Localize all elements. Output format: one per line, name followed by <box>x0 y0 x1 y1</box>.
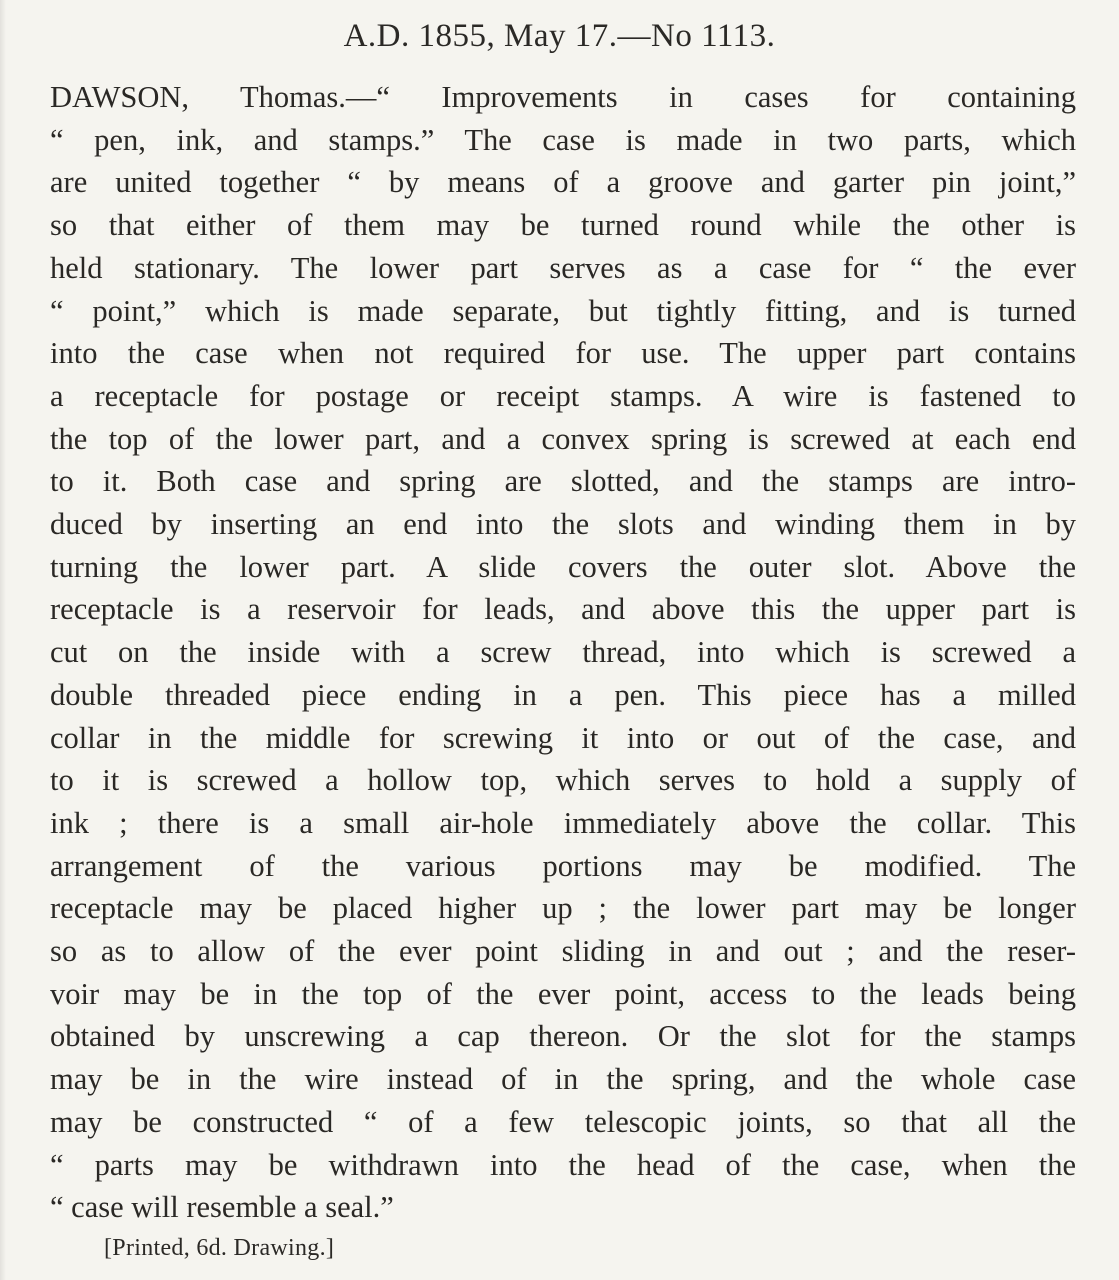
text-line: collar in the middle for screwing it into or out of the case, and <box>50 720 1076 755</box>
text-line: so that either of them may be turned round while the other is <box>50 208 1076 243</box>
text-line: “ point,” which is made separate, but tightly fitting, and is turned <box>50 293 1076 328</box>
text-line: duced by inserting an end into the slots and winding them in by <box>50 507 1076 542</box>
text-line: arrangement of the various portions may be modified. The <box>50 848 1076 883</box>
text-line: so as to allow of the ever point sliding in and out ; and the reser- <box>50 934 1076 969</box>
text-line: ink ; there is a small air-hole immediately above the collar. This <box>50 805 1076 840</box>
text-line: voir may be in the top of the ever point, access to the leads being <box>50 976 1076 1011</box>
text-line: turning the lower part. A slide covers the outer slot. Above the <box>50 549 1076 584</box>
text-line: may be in the wire instead of in the spring, and the whole case <box>50 1062 1076 1097</box>
text-line: to it. Both case and spring are slotted, and the stamps are intro- <box>50 464 1076 499</box>
document-heading: A.D. 1855, May 17.—No 1113. <box>343 18 776 54</box>
page-edge-shadow <box>0 0 6 1280</box>
text-line: receptacle may be placed higher up ; the lower part may be longer <box>50 891 1076 926</box>
text-line: cut on the inside with a screw thread, into which is screwed a <box>50 635 1076 670</box>
text-line: are united together “ by means of a groove and garter pin joint,” <box>50 165 1076 200</box>
text-line: to it is screwed a hollow top, which serves to hold a supply of <box>50 763 1076 798</box>
text-line: DAWSON, Thomas.—“ Improvements in cases for containing <box>50 80 1076 114</box>
text-line: may be constructed “ of a few telescopic joints, so that all the <box>50 1104 1076 1139</box>
text-line: obtained by unscrewing a cap thereon. Or the slot for the stamps <box>50 1019 1076 1054</box>
text-line: held stationary. The lower part serves as a case for “ the ever <box>50 250 1076 285</box>
text-line: receptacle is a reservoir for leads, and above this the upper part is <box>50 592 1076 627</box>
printing-note: [Printed, 6d. Drawing.] <box>104 1235 335 1261</box>
text-line: “ parts may be withdrawn into the head of the case, when the <box>50 1147 1076 1182</box>
patent-abstract-text <box>50 76 1076 1229</box>
text-line: “ case will resemble a seal.” <box>50 1190 394 1225</box>
text-line: double threaded piece ending in a pen. This piece has a milled <box>50 677 1076 712</box>
text-line: a receptacle for postage or receipt stamps. A wire is fastened to <box>50 378 1076 413</box>
text-line: into the case when not required for use. The upper part contains <box>50 336 1076 371</box>
text-line: “ pen, ink, and stamps.” The case is made in two parts, which <box>50 122 1076 157</box>
text-line: the top of the lower part, and a convex spring is screwed at each end <box>50 421 1076 456</box>
